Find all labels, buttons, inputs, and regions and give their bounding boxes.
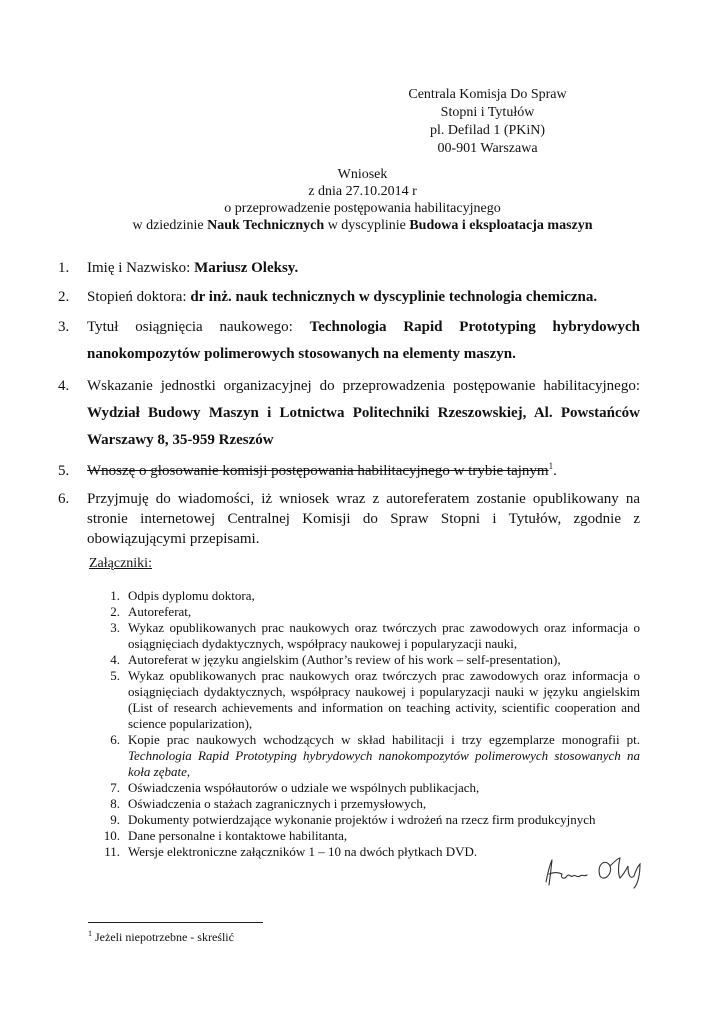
attachment-item — [90, 732, 640, 780]
attachment-item — [90, 668, 640, 732]
attachment-number: 7. — [110, 780, 120, 795]
discipline-prefix: w dyscyplinie — [324, 218, 410, 233]
item-secret-vote — [58, 459, 640, 483]
attachment-number: 5. — [110, 668, 120, 683]
field-name: Nauk Technicznych — [207, 218, 325, 233]
recipient-address — [380, 86, 595, 158]
item-label: Imię i Nazwisko: — [87, 260, 195, 276]
item-text: Przyjmuję do wiadomości, iż wniosek wraz z autoreferatem zostanie opublikowany na stronie internetowej Centralnej Komisji do Spraw Stopni i Tytułów, zgodnie z obowiązującymi przepisami. — [87, 491, 640, 547]
attachments-heading: Załączniki: — [89, 556, 152, 571]
attachment-number: 6. — [110, 732, 120, 747]
item-number: 3. — [58, 319, 70, 335]
attachment-text: Wykaz opublikowanych prac naukowych oraz twórczych prac zawodowych oraz informacja o osiągnięciach dydaktycznych, współpracy naukowej i popularyzacji nauki, — [128, 620, 640, 651]
attachment-number: 11. — [104, 844, 120, 859]
attachment-text: Wersje elektroniczne załączników 1 – 10 na dwóch płytkach DVD. — [128, 844, 478, 859]
item-tail: . — [553, 463, 557, 479]
item-number: 6. — [58, 491, 70, 507]
attachment-text: Odpis dyplomu doktora, — [128, 588, 255, 603]
footnote — [88, 930, 234, 945]
attachment-item — [90, 604, 640, 620]
attachment-item — [90, 588, 640, 604]
attachment-text: Oświadczenia współautorów o udziale we wspólnych publikacjach, — [128, 780, 480, 795]
document-title: Wniosek — [337, 167, 388, 182]
struck-text: Wnoszę o głosowanie komisji postępowania habilitacyjnego w trybie tajnym — [87, 463, 549, 479]
attachments-list — [90, 588, 640, 860]
attachment-text: Oświadczenia o stażach zagranicznych i przemysłowych, — [128, 796, 427, 811]
attachment-text: Dane personalne i kontaktowe habilitanta, — [128, 828, 348, 843]
attachment-item — [90, 780, 640, 796]
item-label: Stopień doktora: — [87, 289, 191, 305]
address-line: Centrala Komisja Do Spraw — [408, 87, 567, 102]
attachment-text: Wykaz opublikowanych prac naukowych oraz twórczych prac zawodowych oraz informacja o osiągnięciach dydaktycznych, współpracy naukowej i popularyzacji nauki w języku angielskim (List of research achievements and information on teaching activity, scientific cooperation and science popularization), — [128, 668, 640, 731]
field-prefix: w dziedzinie — [132, 218, 208, 233]
attachment-item — [90, 812, 640, 828]
attachment-item — [90, 828, 640, 844]
discipline-name: Budowa i eksploatacja maszyn — [409, 218, 593, 233]
attachment-number: 3. — [110, 620, 120, 635]
application-heading — [60, 166, 665, 234]
attachment-tail: , — [186, 764, 191, 779]
attachment-text: Autoreferat, — [128, 604, 192, 619]
address-line: Stopni i Tytułów — [440, 105, 535, 120]
item-value: Wydział Budowy Maszyn i Lotnictwa Politechniki Rzeszowskiej, Al. Powstańców Warszawy 8, 35-959 Rzeszów — [87, 405, 640, 448]
attachment-number: 10. — [103, 828, 120, 843]
footnote-ref: 1 — [548, 461, 554, 471]
address-line: pl. Defilad 1 (PKiN) — [429, 123, 546, 138]
item-label: Tytuł osiągnięcia naukowego: — [87, 319, 310, 335]
attachment-text: Autoreferat w języku angielskim (Author’s review of his work – self-presentation), — [128, 652, 561, 667]
footnote-separator — [88, 922, 263, 923]
footnote-mark: 1 — [88, 929, 92, 938]
attachment-item — [90, 652, 640, 668]
application-items — [58, 256, 640, 554]
attachment-text: Kopie prac naukowych wchodzących w skład habilitacji i trzy egzemplarze monografii pt. — [128, 732, 640, 747]
item-value: dr inż. nauk technicznych w dyscyplinie technologia chemiczna. — [190, 289, 598, 305]
field-and-discipline — [60, 217, 665, 234]
item-degree — [58, 285, 640, 309]
document-purpose: o przeprowadzenie postępowania habilitacyjnego — [224, 201, 501, 216]
handwritten-signature — [540, 852, 650, 892]
item-acknowledgement — [58, 489, 640, 549]
item-value: Mariusz Oleksy. — [194, 260, 299, 276]
document-date: z dnia 27.10.2014 r — [308, 184, 417, 199]
footnote-text: Jeżeli niepotrzebne - skreślić — [95, 930, 234, 944]
attachment-number: 1. — [110, 588, 120, 603]
item-unit — [58, 373, 640, 454]
address-line: 00-901 Warszawa — [437, 141, 538, 156]
item-number: 5. — [58, 463, 70, 479]
item-number: 1. — [58, 260, 70, 276]
attachment-number: 4. — [110, 652, 120, 667]
attachment-item — [90, 796, 640, 812]
item-number: 4. — [58, 378, 70, 394]
attachment-item — [90, 620, 640, 652]
item-value: Technologia Rapid Prototyping hybrydowych nanokompozytów polimerowych stosowanych na elementy maszyn. — [87, 319, 640, 362]
item-name — [58, 256, 640, 280]
item-label: Wskazanie jednostki organizacyjnej do przeprowadzenia postępowanie habilitacyjnego: — [87, 378, 640, 394]
attachment-number: 2. — [110, 604, 120, 619]
item-achievement — [58, 314, 640, 368]
attachment-number: 9. — [110, 812, 120, 827]
attachment-text: Dokumenty potwierdzające wykonanie projektów i wdrożeń na rzecz firm produkcyjnych — [128, 812, 596, 827]
attachment-number: 8. — [110, 796, 120, 811]
item-number: 2. — [58, 289, 70, 305]
monograph-title: Technologia Rapid Prototyping hybrydowych nanokompozytów polimerowych stosowanych na koła zębate — [128, 748, 640, 779]
